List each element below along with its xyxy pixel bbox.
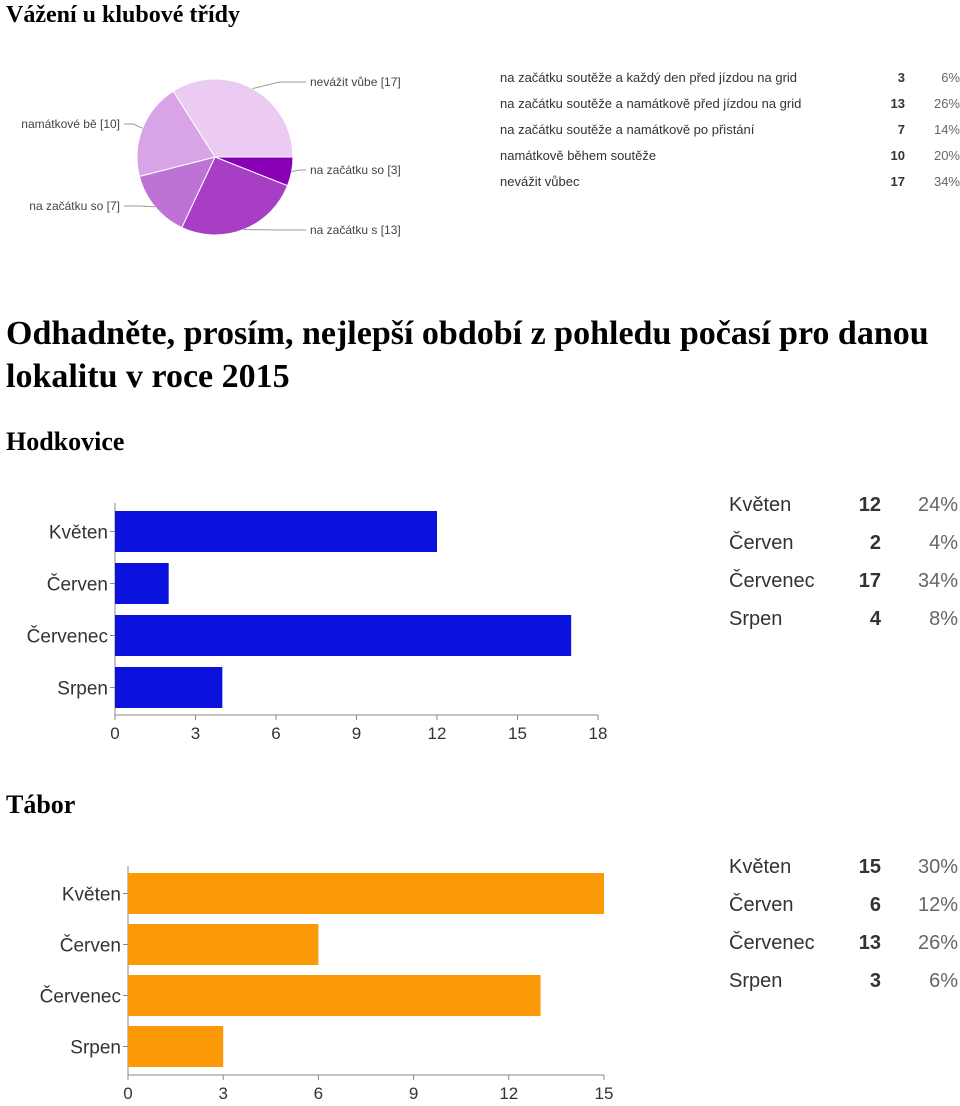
hodkovice-bar: [115, 511, 437, 552]
row-percent: 26%: [933, 95, 960, 111]
hodkovice-bar: [115, 667, 222, 708]
hodkovice-tick-label: 3: [190, 724, 201, 743]
table-row: [729, 600, 958, 638]
row-count: 17: [858, 569, 881, 592]
pie-slice-label: na začátku s [13]: [310, 223, 401, 237]
pie-summary-table: [500, 64, 960, 194]
row-category: Červenec: [729, 569, 815, 592]
location-title-tabor: Tábor: [6, 790, 76, 819]
table-row: [500, 142, 960, 168]
row-count: 6: [869, 893, 881, 916]
tabor-tick-label: 12: [499, 1084, 519, 1103]
row-count: 2: [869, 531, 881, 554]
tabor-tick-label: 15: [594, 1084, 614, 1103]
hodkovice-tick-label: 15: [508, 724, 527, 743]
row-count: 3: [897, 69, 905, 85]
section-title-weighing: Vážení u klubové třídy: [6, 2, 241, 28]
row-count: 13: [858, 931, 881, 954]
row-count: 10: [890, 147, 905, 163]
hodkovice-bar: [115, 615, 571, 656]
row-category: namátkově během soutěže: [500, 147, 657, 163]
row-percent: 12%: [917, 893, 958, 916]
tabor-bar: [128, 1026, 223, 1067]
pie-leader-line: [292, 170, 306, 172]
tabor-category-label: Červenec: [39, 986, 121, 1008]
table-row: [729, 486, 958, 524]
row-count: 15: [858, 855, 881, 878]
pie-slice-label: na začátku so [3]: [310, 163, 401, 177]
row-category: na začátku soutěže a každý den před jízdou na grid: [500, 69, 798, 85]
table-row: [500, 90, 960, 116]
hodkovice-summary-table: [729, 486, 958, 638]
row-category: Červen: [729, 893, 794, 916]
row-category: Srpen: [729, 969, 783, 992]
row-percent: 34%: [917, 569, 958, 592]
pie-slice-label: na začátku so [7]: [29, 199, 120, 213]
row-category: na začátku soutěže a namátkově po přistání: [500, 121, 755, 137]
table-row: [729, 562, 958, 600]
row-category: Červen: [729, 531, 794, 554]
hodkovice-category-label: Červenec: [26, 626, 108, 648]
hodkovice-category-label: Červen: [46, 574, 108, 596]
row-count: 7: [897, 121, 905, 137]
table-row: [729, 962, 958, 1000]
row-count: 12: [858, 493, 881, 516]
tabor-category-label: Srpen: [70, 1037, 121, 1059]
row-category: Červenec: [729, 931, 815, 954]
row-percent: 6%: [941, 69, 960, 85]
tabor-bar: [128, 924, 318, 965]
table-row: [500, 168, 960, 194]
hodkovice-category-label: Srpen: [57, 678, 108, 700]
row-percent: 6%: [929, 969, 958, 992]
row-percent: 24%: [917, 493, 958, 516]
row-percent: 20%: [933, 147, 960, 163]
row-percent: 4%: [929, 531, 958, 554]
hodkovice-tick-label: 18: [588, 724, 608, 743]
row-category: Květen: [729, 493, 792, 516]
table-row: [500, 64, 960, 90]
tabor-tick-label: 9: [408, 1084, 419, 1103]
tabor-category-label: Červen: [59, 935, 121, 957]
hodkovice-tick-label: 12: [427, 724, 447, 743]
table-row: [729, 524, 958, 562]
section-title-weather-question: Odhadněte, prosím, nejlepší období z pohledu počasí pro danou lokalitu v roce 2015: [6, 315, 929, 395]
row-percent: 30%: [917, 855, 958, 878]
tabor-bar: [128, 873, 604, 914]
row-category: na začátku soutěže a namátkově před jízdou na grid: [500, 95, 802, 111]
tabor-summary-table: [729, 848, 958, 1000]
row-percent: 26%: [917, 931, 958, 954]
pie-leader-line: [253, 82, 306, 89]
table-row: [500, 116, 960, 142]
hodkovice-category-label: Květen: [48, 522, 108, 544]
pie-slice-label: nevážit vůbe [17]: [310, 75, 401, 89]
hodkovice-tick-label: 0: [110, 724, 120, 743]
table-row: [729, 848, 958, 886]
hodkovice-bar: [115, 563, 169, 604]
table-row: [729, 886, 958, 924]
tabor-tick-label: 6: [313, 1084, 324, 1103]
row-category: Květen: [729, 855, 792, 878]
hodkovice-tick-label: 6: [271, 724, 281, 743]
location-title-hodkovice: Hodkovice: [6, 427, 125, 456]
pie-slice-label: namátkové bě [10]: [21, 117, 120, 131]
row-count: 17: [890, 173, 905, 189]
row-count: 3: [869, 969, 881, 992]
pie-leader-line: [124, 206, 155, 207]
table-row: [729, 924, 958, 962]
tabor-bar: [128, 975, 541, 1016]
row-count: 13: [890, 95, 905, 111]
row-percent: 14%: [933, 121, 960, 137]
row-percent: 8%: [929, 607, 958, 630]
tabor-tick-label: 0: [123, 1084, 133, 1103]
pie-leader-line: [124, 124, 142, 128]
row-category: Srpen: [729, 607, 783, 630]
row-percent: 34%: [933, 173, 960, 189]
row-category: nevážit vůbec: [500, 173, 580, 189]
tabor-tick-label: 3: [218, 1084, 228, 1103]
row-count: 4: [869, 607, 881, 630]
hodkovice-tick-label: 9: [351, 724, 362, 743]
tabor-category-label: Květen: [61, 884, 121, 906]
